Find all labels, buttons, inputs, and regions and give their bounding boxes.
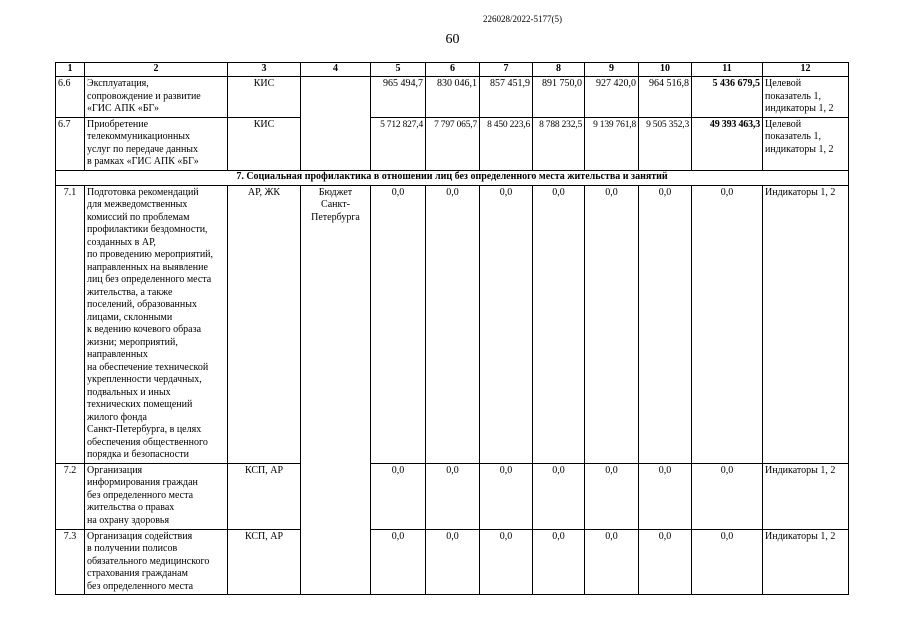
value-cell: 0,0 <box>639 529 692 595</box>
header-row <box>56 63 849 77</box>
activity-name: Приобретение телекоммуникационных услуг по передаче данных в рамках «ГИС АПК «БГ» <box>85 117 228 170</box>
indicators: Индикаторы 1, 2 <box>763 463 849 529</box>
value-cell: 857 451,9 <box>480 77 533 118</box>
table-row <box>56 77 849 118</box>
row-number: 7.1 <box>56 185 85 463</box>
row-number: 7.2 <box>56 463 85 529</box>
value-cell: 0,0 <box>533 529 585 595</box>
value-cell: 0,0 <box>371 529 426 595</box>
value-cell: 0,0 <box>426 463 480 529</box>
value-cell: 8 788 232,5 <box>533 117 585 170</box>
value-cell: 0,0 <box>533 185 585 463</box>
funding-source: Бюджет Санкт- Петербурга <box>301 185 371 595</box>
executor: КСП, АР <box>228 463 301 529</box>
value-cell: 0,0 <box>426 529 480 595</box>
header-cell: 5 <box>371 63 426 77</box>
value-cell: 7 797 065,7 <box>426 117 480 170</box>
header-cell: 3 <box>228 63 301 77</box>
executor: КСП, АР <box>228 529 301 595</box>
value-cell: 830 046,1 <box>426 77 480 118</box>
header-cell: 4 <box>301 63 371 77</box>
table-row <box>56 529 849 595</box>
value-cell: 0,0 <box>533 463 585 529</box>
row-number: 6.7 <box>56 117 85 170</box>
table-row <box>56 117 849 170</box>
header-cell: 12 <box>763 63 849 77</box>
value-cell: 965 494,7 <box>371 77 426 118</box>
value-cell: 9 505 352,3 <box>639 117 692 170</box>
executor: КИС <box>228 117 301 170</box>
funding-source-empty <box>301 77 371 171</box>
header-cell: 10 <box>639 63 692 77</box>
value-cell: 0,0 <box>639 185 692 463</box>
value-cell: 0,0 <box>639 463 692 529</box>
page-number: 60 <box>445 32 460 47</box>
value-cell: 0,0 <box>426 185 480 463</box>
value-cell: 0,0 <box>480 529 533 595</box>
total-cell: 0,0 <box>692 185 763 463</box>
header-cell: 11 <box>692 63 763 77</box>
value-cell: 0,0 <box>371 185 426 463</box>
value-cell: 0,0 <box>371 463 426 529</box>
value-cell: 891 750,0 <box>533 77 585 118</box>
row-number: 7.3 <box>56 529 85 595</box>
row-number: 6.6 <box>56 77 85 118</box>
table-row <box>56 185 849 463</box>
value-cell: 5 712 827,4 <box>371 117 426 170</box>
total-cell: 5 436 679,5 <box>692 77 763 118</box>
value-cell: 0,0 <box>585 185 639 463</box>
value-cell: 964 516,8 <box>639 77 692 118</box>
activity-name: Подготовка рекомендаций для межведомственных комиссий по проблемам профилактики бездомности, созданных в АР, по проведению мероприятий, направленных на выявление лиц без определенного места жительства, а также поселений, образованных лицами, склонными к ведению кочевого образа жизни; мероприятий, направленных на обеспечение технической укрепленности чердачных, подвальных и иных технических помещений жилого фонда Санкт-Петербурга, в целях обеспечения общественного порядка и безопасности <box>85 185 228 463</box>
header-cell: 6 <box>426 63 480 77</box>
value-cell: 927 420,0 <box>585 77 639 118</box>
activity-name: Организация содействия в получении полисов обязательного медицинского страхования гражданам без определенного места <box>85 529 228 595</box>
value-cell: 0,0 <box>585 529 639 595</box>
program-table <box>55 62 849 595</box>
total-cell: 0,0 <box>692 529 763 595</box>
indicators: Целевой показатель 1, индикаторы 1, 2 <box>763 77 849 118</box>
section-title: 7. Социальная профилактика в отношении лиц без определенного места жительства и занятий <box>56 170 849 185</box>
header-cell: 2 <box>85 63 228 77</box>
header-cell: 7 <box>480 63 533 77</box>
value-cell: 0,0 <box>585 463 639 529</box>
executor: АР, ЖК <box>228 185 301 463</box>
indicators: Индикаторы 1, 2 <box>763 185 849 463</box>
table-row <box>56 463 849 529</box>
section-row <box>56 170 849 185</box>
indicators: Индикаторы 1, 2 <box>763 529 849 595</box>
document-number: 226028/2022-5177(5) <box>483 14 562 24</box>
header-cell: 8 <box>533 63 585 77</box>
header-cell: 1 <box>56 63 85 77</box>
total-cell: 49 393 463,3 <box>692 117 763 170</box>
value-cell: 8 450 223,6 <box>480 117 533 170</box>
total-cell: 0,0 <box>692 463 763 529</box>
activity-name: Эксплуатация, сопровождение и развитие «ГИС АПК «БГ» <box>85 77 228 118</box>
executor: КИС <box>228 77 301 118</box>
header-cell: 9 <box>585 63 639 77</box>
value-cell: 0,0 <box>480 463 533 529</box>
indicators: Целевой показатель 1, индикаторы 1, 2 <box>763 117 849 170</box>
activity-name: Организация информирования граждан без определенного места жительства о правах на охрану здоровья <box>85 463 228 529</box>
value-cell: 0,0 <box>480 185 533 463</box>
value-cell: 9 139 761,8 <box>585 117 639 170</box>
